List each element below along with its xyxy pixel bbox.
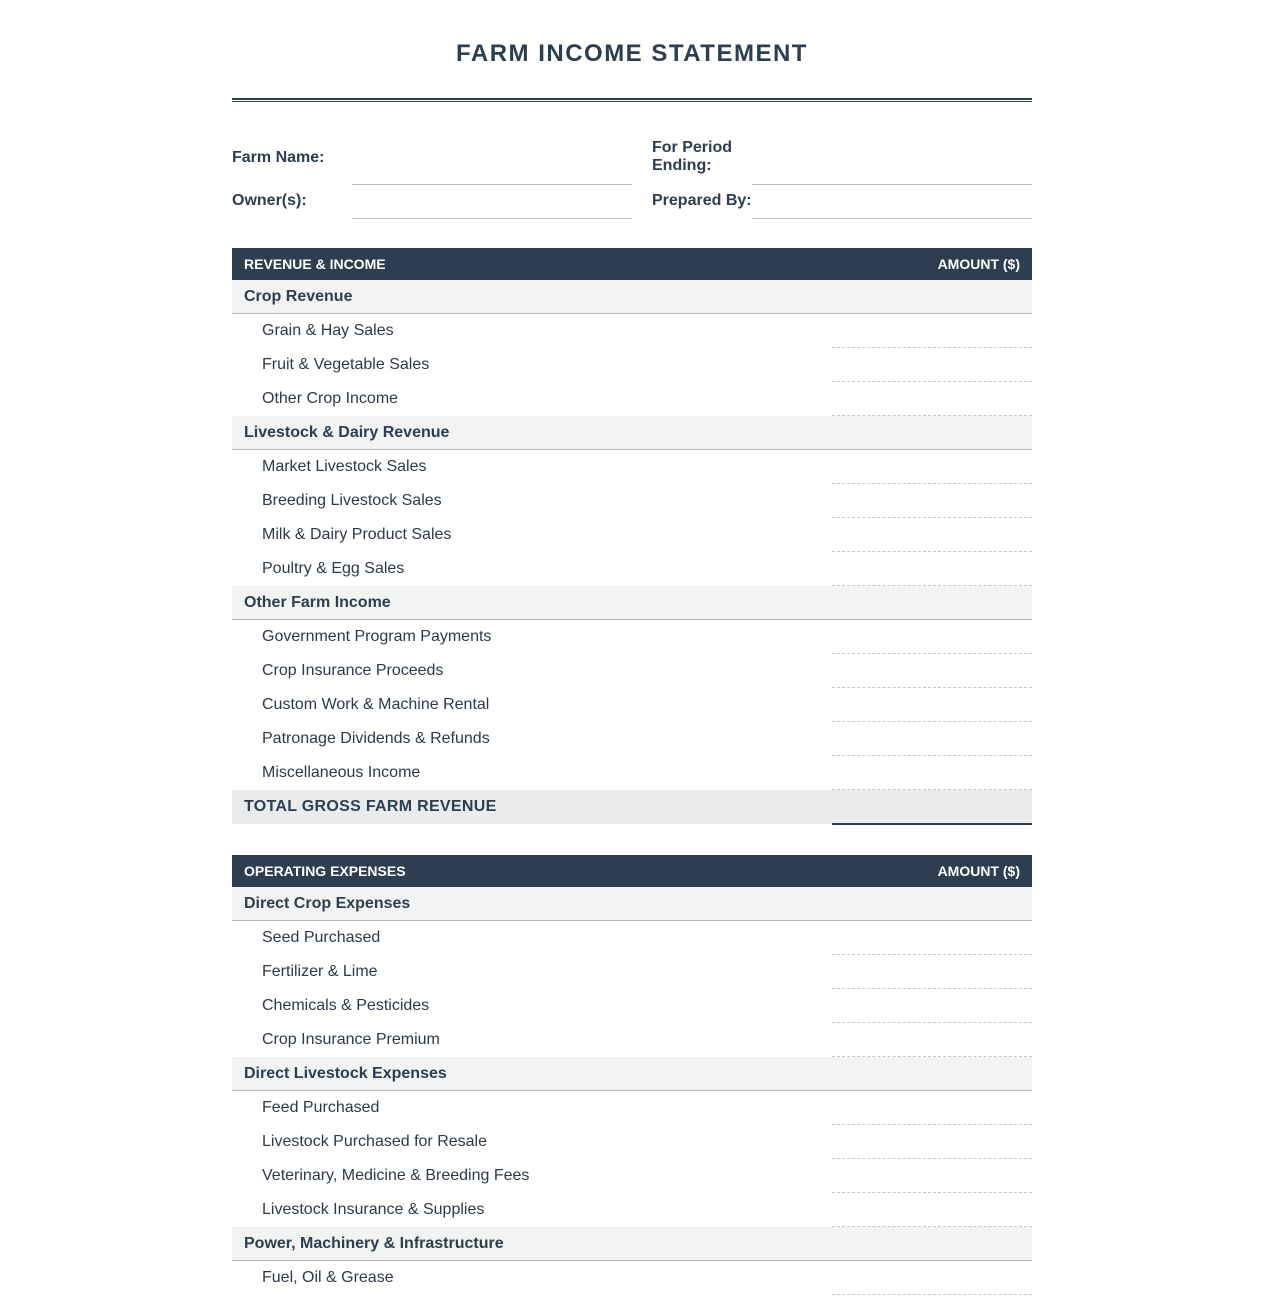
line-item <box>232 484 1032 518</box>
period-ending-label <box>652 139 732 175</box>
category-direct-crop-expenses: Direct Crop Expenses <box>232 887 1032 921</box>
line-item-label: Crop Insurance Proceeds <box>262 662 444 679</box>
line-item <box>232 756 1032 790</box>
total-gross-revenue-label: TOTAL GROSS FARM REVENUE <box>244 798 497 815</box>
expenses-amount-header: AMOUNT ($) <box>937 863 1020 879</box>
line-item-label: Breeding Livestock Sales <box>262 492 442 509</box>
income-statement-page <box>232 0 1032 1295</box>
period-ending-label-line1: For Period <box>652 139 733 156</box>
amount-field[interactable] <box>832 1056 1032 1057</box>
line-item-label: Livestock Purchased for Resale <box>262 1133 487 1150</box>
farm-name-field[interactable] <box>352 184 632 185</box>
line-item-label: Fruit & Vegetable Sales <box>262 356 430 373</box>
period-ending-field[interactable] <box>752 184 1032 185</box>
line-item <box>232 1125 1032 1159</box>
line-item <box>232 1023 1032 1057</box>
line-item <box>232 654 1032 688</box>
amount-field[interactable] <box>832 415 1032 416</box>
line-item-label: Seed Purchased <box>262 929 381 946</box>
line-item-label: Market Livestock Sales <box>262 458 427 475</box>
line-item <box>232 348 1032 382</box>
amount-field[interactable] <box>832 585 1032 586</box>
line-item-label: Patronage Dividends & Refunds <box>262 730 490 747</box>
prepared-by-label: Prepared By: <box>652 192 752 209</box>
line-item <box>232 921 1032 955</box>
category-livestock-dairy-revenue: Livestock & Dairy Revenue <box>232 416 1032 450</box>
farm-name-label: Farm Name: <box>232 149 325 166</box>
line-item <box>232 688 1032 722</box>
total-gross-revenue-row <box>232 790 1032 824</box>
line-item-label: Fuel, Oil & Grease <box>262 1269 394 1286</box>
category-other-farm-income: Other Farm Income <box>232 586 1032 620</box>
line-item-label: Fertilizer & Lime <box>262 963 378 980</box>
line-item <box>232 989 1032 1023</box>
line-item-label: Government Program Payments <box>262 628 492 645</box>
category-crop-revenue: Crop Revenue <box>232 280 1032 314</box>
line-item <box>232 1159 1032 1193</box>
amount-field[interactable] <box>832 1226 1032 1227</box>
total-gross-revenue-field[interactable] <box>832 823 1032 825</box>
category-power-machinery-infrastructure: Power, Machinery & Infrastructure <box>232 1227 1032 1261</box>
period-ending-label-line2: Ending: <box>652 157 712 174</box>
line-item-label: Milk & Dairy Product Sales <box>262 526 452 543</box>
line-item-label: Other Crop Income <box>262 390 399 407</box>
section-gap <box>232 824 1032 855</box>
line-item-label: Crop Insurance Premium <box>262 1031 440 1048</box>
line-item <box>232 1261 1032 1295</box>
line-item-label: Chemicals & Pesticides <box>262 997 430 1014</box>
line-item-label: Poultry & Egg Sales <box>262 560 405 577</box>
category-direct-livestock-expenses: Direct Livestock Expenses <box>232 1057 1032 1091</box>
line-item <box>232 314 1032 348</box>
revenue-section-header <box>232 248 1032 280</box>
line-item <box>232 552 1032 586</box>
line-item-label: Feed Purchased <box>262 1099 380 1116</box>
line-item <box>232 620 1032 654</box>
expenses-header-label: OPERATING EXPENSES <box>244 863 406 879</box>
line-item <box>232 518 1032 552</box>
statement-info-block <box>232 102 1032 248</box>
line-item <box>232 450 1032 484</box>
line-item <box>232 722 1032 756</box>
line-item-label: Custom Work & Machine Rental <box>262 696 490 713</box>
line-item <box>232 955 1032 989</box>
line-item <box>232 1193 1032 1227</box>
revenue-header-label: REVENUE & INCOME <box>244 256 386 272</box>
revenue-amount-header: AMOUNT ($) <box>937 256 1020 272</box>
line-item-label: Veterinary, Medicine & Breeding Fees <box>262 1167 530 1184</box>
owners-field[interactable] <box>352 218 632 219</box>
line-item-label: Miscellaneous Income <box>262 764 421 781</box>
owners-label: Owner(s): <box>232 192 307 209</box>
line-item-label: Grain & Hay Sales <box>262 322 394 339</box>
document-title: FARM INCOME STATEMENT <box>456 40 808 67</box>
line-item <box>232 382 1032 416</box>
expenses-section-header <box>232 855 1032 887</box>
amount-field[interactable] <box>832 1294 1032 1295</box>
line-item-label: Livestock Insurance & Supplies <box>262 1201 485 1218</box>
prepared-by-field[interactable] <box>752 218 1032 219</box>
line-item <box>232 1091 1032 1125</box>
